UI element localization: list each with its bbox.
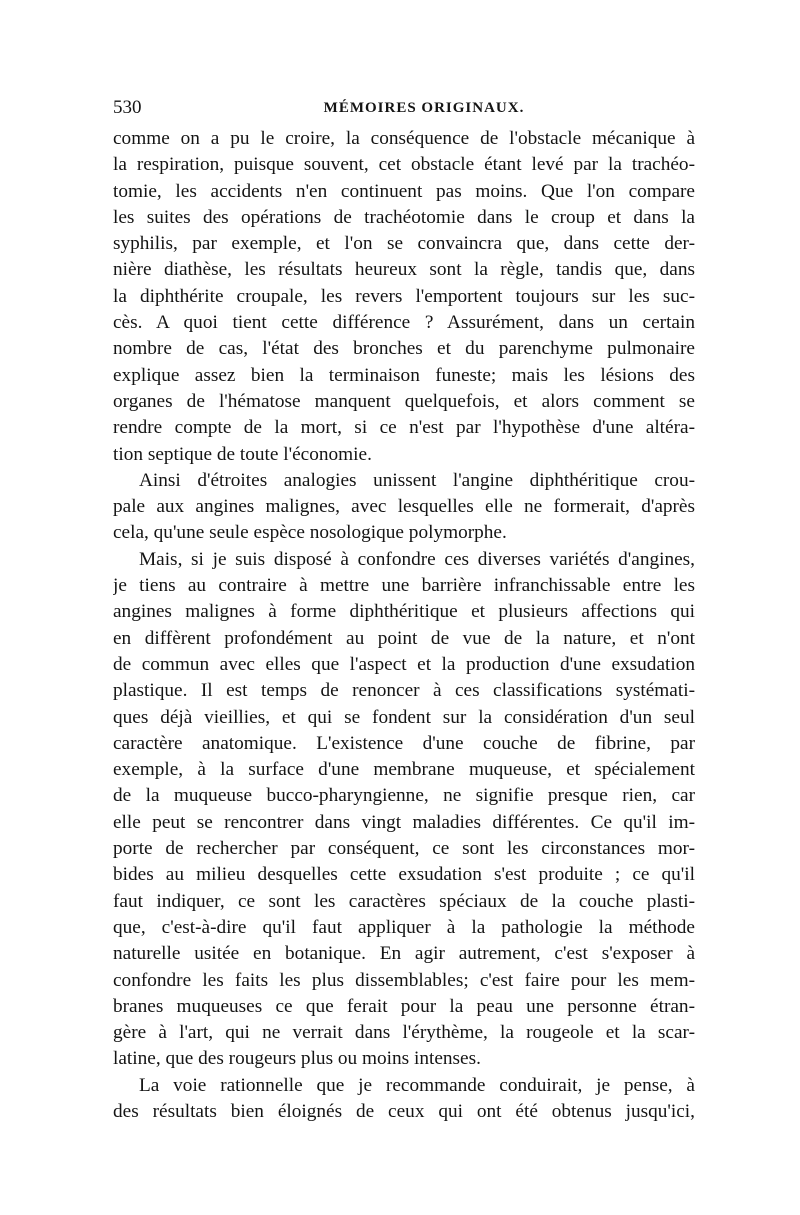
text-line: les suites des opérations de trachéotomie dans le croup et dans la [113, 206, 695, 228]
text-line: la diphthérite croupale, les revers l'emportent toujours sur les suc- [113, 285, 695, 307]
text-line: ques déjà vieillies, et qui se fondent sur la considération d'un seul [113, 706, 695, 728]
text-line: tomie, les accidents n'en continuent pas moins. Que l'on compare [113, 180, 695, 202]
text-line: gère à l'art, qui ne verrait dans l'érythème, la rougeole et la scar- [113, 1022, 695, 1044]
text-line: des résultats bien éloignés de ceux qui ont été obtenus jusqu'ici, [113, 1100, 695, 1122]
text-line: de la muqueuse bucco-pharyngienne, ne signifie presque rien, car [113, 785, 695, 807]
running-title: MÉMOIRES ORIGINAUX. [323, 100, 525, 116]
paragraph [113, 1073, 695, 1126]
text-line: angines malignes à forme diphthéritique et plusieurs affections qui [113, 601, 695, 623]
text-line: branes muqueuses ce que ferait pour la peau une personne étran- [113, 995, 695, 1017]
text-line: de commun avec elles que l'aspect et la production d'une exsudation [113, 653, 695, 675]
text-line: caractère anatomique. L'existence d'une couche de fibrine, par [113, 732, 695, 754]
text-line: bides au milieu desquelles cette exsudation s'est produite ; ce qu'il [113, 864, 695, 886]
text-line: plastique. Il est temps de renoncer à ces classifications systémati- [113, 680, 695, 702]
text-line: faut indiquer, ce sont les caractères spéciaux de la couche plasti- [113, 890, 695, 912]
text-line: nière diathèse, les résultats heureux sont la règle, tandis que, dans [113, 259, 695, 281]
text-line: Mais, si je suis disposé à confondre ces diverses variétés d'angines, [139, 548, 695, 570]
text-line: elle peut se rencontrer dans vingt maladies différentes. Ce qu'il im- [113, 811, 695, 833]
text-line: La voie rationnelle que je recommande conduirait, je pense, à [139, 1074, 695, 1096]
text-line: confondre les faits les plus dissemblables; c'est faire pour les mem- [113, 969, 695, 991]
text-line: en diffèrent profondément au point de vue de la nature, et n'ont [113, 627, 695, 649]
text-line: cela, qu'une seule espèce nosologique polymorphe. [113, 522, 507, 544]
text-line: tion septique de toute l'économie. [113, 443, 372, 465]
text-line: la respiration, puisque souvent, cet obstacle étant levé par la trachéo- [113, 154, 695, 176]
text-line: rendre compte de la mort, si ce n'est par l'hypothèse d'une altéra- [113, 417, 695, 439]
text-line: latine, que des rougeurs plus ou moins intenses. [113, 1048, 481, 1070]
text-line: explique assez bien la terminaison funeste; mais les lésions des [113, 364, 695, 386]
page-number: 530 [113, 97, 142, 118]
body-text [113, 126, 695, 1125]
paragraph [113, 468, 695, 547]
text-line: cès. A quoi tient cette différence ? Assurément, dans un certain [113, 312, 695, 334]
text-line: organes de l'hématose manquent quelquefois, et alors comment se [113, 390, 695, 412]
text-line: nombre de cas, l'état des bronches et du parenchyme pulmonaire [113, 338, 695, 360]
text-line: exemple, à la surface d'une membrane muqueuse, et spécialement [113, 759, 695, 781]
text-line: Ainsi d'étroites analogies unissent l'angine diphthéritique crou- [139, 469, 695, 491]
text-line: naturelle usitée en botanique. En agir autrement, c'est s'exposer à [113, 943, 695, 965]
running-head [113, 96, 695, 120]
book-page [113, 96, 695, 1125]
text-line: comme on a pu le croire, la conséquence de l'obstacle mécanique à [113, 128, 695, 149]
paragraph [113, 126, 695, 468]
text-line: que, c'est-à-dire qu'il faut appliquer à la pathologie la méthode [113, 916, 695, 938]
text-line: porte de rechercher par conséquent, ce sont les circonstances mor- [113, 838, 695, 860]
text-line: je tiens au contraire à mettre une barrière infranchissable entre les [113, 575, 695, 597]
text-line: pale aux angines malignes, avec lesquelles elle ne formerait, d'après [113, 496, 695, 518]
text-line: syphilis, par exemple, et l'on se convaincra que, dans cette der- [113, 233, 695, 255]
paragraph [113, 547, 695, 1073]
